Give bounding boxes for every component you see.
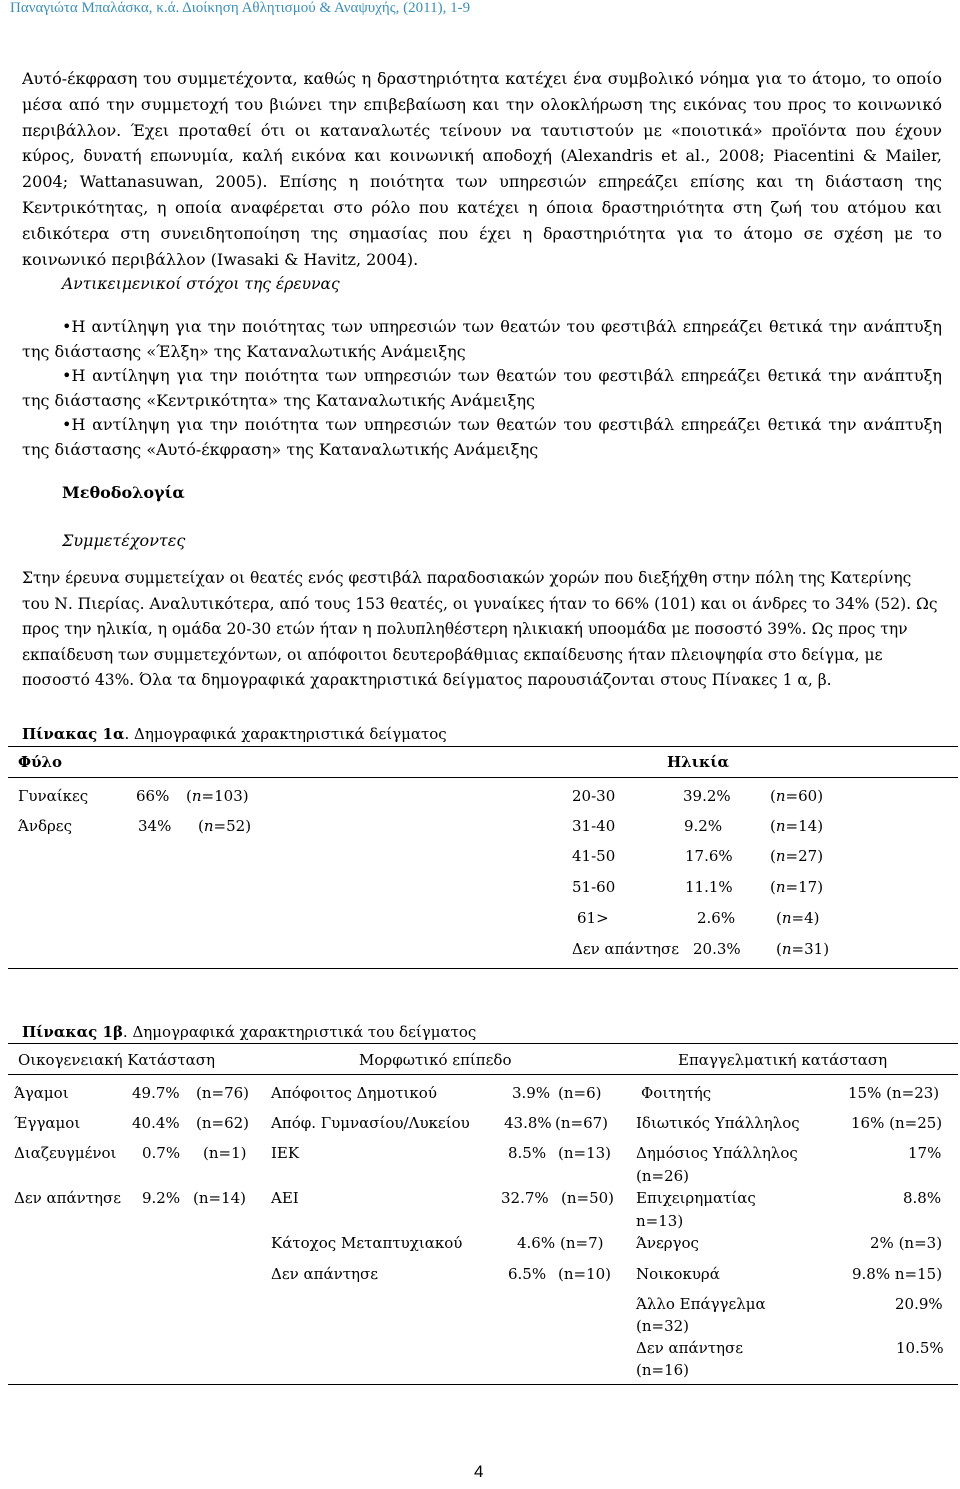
table-row-occupation-value: 8.8%: [903, 1189, 942, 1207]
table-row-education-n: (n=50): [561, 1189, 615, 1207]
table1b-header-education: Μορφωτικό επίπεδο: [359, 1051, 512, 1069]
table-row-age-n: (n=60): [770, 787, 824, 805]
table-row-education-n: (n=10): [558, 1265, 612, 1283]
methodology-paragraph: Στην έρευνα συμμετείχαν οι θεατές ενός φεστιβάλ παραδοσιακών χορών που διεξήχθη στην πόλη της Κατερίνης του Ν. Πιερίας. Αναλυτικότερα, από τους 153 θεατές, οι γυναίκες ήταν το 66% (101) και οι άνδρες το 34% (52). Ως προς την ηλικία, η ομάδα 20-30 ετών ήταν η πολυπληθέστερη ηλικιακή υποομάδα με ποσοστό 39%. Ως προς την εκπαίδευση των συμμετεχόντων, οι απόφοιτοι δευτεροβάθμιας εκπαίδευσης ήταν πλειοψηφία στο δείγμα, με ποσοστό 43%. Όλα τα δημογραφικά χαρακτηριστικά δείγματος παρουσιάζονται στους Πίνακες 1 α, β.: [22, 569, 938, 689]
table-row-occupation-label: Δεν απάντησε: [636, 1339, 744, 1357]
objective-item: [22, 363, 942, 413]
n-value: 52: [226, 817, 246, 835]
table-row-occupation-value: 16% (n=25): [851, 1114, 943, 1132]
table-row-age-n: (n=4): [776, 909, 820, 927]
table-row-education-label: Κάτοχος Μεταπτυχιακού: [271, 1234, 463, 1252]
table-row-marital-label: Δεν απάντησε: [14, 1189, 122, 1207]
n-value: 17: [798, 878, 818, 896]
table1b-header-occupation: Επαγγελματική κατάσταση: [678, 1051, 888, 1069]
table1b-top-rule: [8, 1043, 958, 1044]
table-row-education-label: Απόφ. Γυμνασίου/Λυκείου: [271, 1114, 470, 1132]
bullet-icon: •: [62, 317, 72, 336]
table-row-occupation-label: Δημόσιος Υπάλληλος: [636, 1144, 798, 1162]
table-row-marital-pct: 40.4%: [132, 1114, 180, 1132]
table-row-occupation-value: 10.5%: [896, 1339, 944, 1357]
table-row-occupation-value: 17%: [908, 1144, 942, 1162]
table-row-education-pct: 4.6%: [517, 1234, 556, 1252]
table-row-education-label: Απόφοιτος Δημοτικού: [271, 1084, 437, 1102]
table-row-education-n: (n=6): [558, 1084, 602, 1102]
table-row-education-n: (n=7): [560, 1234, 604, 1252]
n-symbol: n: [203, 817, 214, 835]
table-row-marital-label: Άγαμοι: [14, 1084, 69, 1102]
table1b-header-rule: [8, 1074, 958, 1075]
table-row-age-n: (n=14): [770, 817, 824, 835]
table-row-age-pct: 17.6%: [685, 847, 733, 865]
table1b-caption: [22, 1023, 476, 1041]
table-row-age-n: (n=31): [776, 940, 830, 958]
table-row-marital-label: Διαζευγμένοι: [14, 1144, 117, 1162]
methodology-title: Μεθοδολογία: [62, 483, 185, 502]
table-row-occupation-label: Επιχειρηματίας: [636, 1189, 756, 1207]
table-row-age-pct: 39.2%: [683, 787, 731, 805]
table-row-marital-n: (n=76): [196, 1084, 250, 1102]
table1b-bottom-rule: [8, 1384, 958, 1385]
table-row-occupation-value: 9.8% n=15): [852, 1265, 943, 1283]
objective-text: Η αντίληψη για την ποιότητα των υπηρεσιών των θεατών του φεστιβάλ επηρεάζει θετικά την ανάπτυξη της διάστασης «Κεντρικότητα» της Καταναλωτικής Ανάμειξης: [22, 366, 942, 410]
table-row-marital-n: (n=1): [203, 1144, 247, 1162]
table-row-marital-label: Έγγαμοι: [14, 1114, 81, 1132]
page-number: 4: [474, 1462, 484, 1481]
table-row-education-pct: 6.5%: [508, 1265, 547, 1283]
objective-item: [22, 412, 942, 462]
n-value: 31: [804, 940, 824, 958]
n-symbol: n: [775, 847, 786, 865]
n-value: 14: [798, 817, 818, 835]
table-row-marital-n: (n=14): [193, 1189, 247, 1207]
bullet-icon: •: [62, 366, 72, 385]
table1a-header-gender: Φύλο: [18, 753, 62, 771]
table-row-occupation-cont: (n=32): [636, 1317, 690, 1335]
table-row-age-label: 20-30: [572, 787, 616, 805]
table-row-age-n: (n=17): [770, 878, 824, 896]
table-row-age-n: (n=27): [770, 847, 824, 865]
bullet-icon: •: [62, 415, 72, 434]
table-row-occupation-label: Ιδιωτικός Υπάλληλος: [636, 1114, 800, 1132]
table-row-marital-pct: 9.2%: [142, 1189, 181, 1207]
table-row-occupation-value: 15% (n=23): [848, 1084, 940, 1102]
table-row-occupation-label: Άλλο Επάγγελμα: [636, 1295, 766, 1313]
table-row-gender-n: (n=52): [198, 817, 252, 835]
table-row-age-pct: 2.6%: [697, 909, 736, 927]
table-row-gender-n: (n=103): [186, 787, 249, 805]
table-row-occupation-label: Φοιτητής: [641, 1084, 712, 1102]
table1a-caption-text: . Δημογραφικά χαρακτηριστικά δείγματος: [124, 725, 447, 743]
table-row-age-label: 51-60: [572, 878, 616, 896]
table-row-gender-pct: 34%: [138, 817, 172, 835]
n-symbol: n: [775, 878, 786, 896]
table-row-education-n: (n=67): [555, 1114, 609, 1132]
n-value: 27: [798, 847, 818, 865]
table1b-header-marital: Οικογενειακή Κατάσταση: [18, 1051, 216, 1069]
running-header: Παναγιώτα Μπαλάσκα, κ.ά. Διοίκηση Αθλητισμού & Αναψυχής, (2011), 1-9: [10, 0, 471, 16]
table-row-marital-n: (n=62): [196, 1114, 250, 1132]
table-row-occupation-label: Άνεργος: [636, 1234, 699, 1252]
table1a-header-age: Ηλικία: [667, 753, 729, 771]
table-row-occupation-label: Νοικοκυρά: [636, 1265, 720, 1283]
intro-paragraph-part2: Επίσης η ποιότητα των υπηρεσιών επηρεάζει επίσης και τη διάσταση της Κεντρικότητας, η οποία αναφέρεται στο ρόλο που κατέχει η όποια δραστηριότητα στη ζωή του ατόμου και ειδικότερα στη συνειδητοποίηση της σημασίας που έχει η δραστηριότητα για το άτομο σε σχέση με το κοινωνικό περιβάλλον (Iwasaki & Havitz, 2004).: [22, 172, 943, 269]
table-row-gender-pct: 66%: [136, 787, 170, 805]
table-row-occupation-cont: n=13): [636, 1212, 684, 1230]
table-row-occupation-value: 20.9%: [895, 1295, 943, 1313]
intro-paragraph: [22, 66, 942, 272]
table1a-header-rule: [8, 777, 958, 778]
table1a-caption-label: Πίνακας 1α: [22, 725, 125, 743]
participants-subtitle: Συμμετέχοντες: [62, 531, 186, 550]
n-value: 4: [804, 909, 814, 927]
table-row-occupation-cont: (n=16): [636, 1361, 690, 1379]
table1a-top-rule: [8, 746, 958, 747]
table-row-age-label: Δεν απάντησε: [572, 940, 680, 958]
table-row-marital-pct: 49.7%: [132, 1084, 180, 1102]
table-row-age-pct: 9.2%: [684, 817, 723, 835]
table-row-gender-label: Γυναίκες: [18, 787, 89, 805]
table-row-occupation-cont: (n=26): [636, 1167, 690, 1185]
table1b-caption-text: . Δημογραφικά χαρακτηριστικά του δείγματος: [122, 1023, 477, 1041]
objectives-heading: Αντικειμενικοί στόχοι της έρευνας: [62, 275, 340, 293]
table-row-education-n: (n=13): [558, 1144, 612, 1162]
table-row-education-pct: 32.7%: [501, 1189, 549, 1207]
table-row-age-label: 61>: [577, 909, 609, 927]
table-row-occupation-value: 2% (n=3): [870, 1234, 943, 1252]
table-row-gender-label: Άνδρες: [18, 817, 72, 835]
table-row-education-label: Δεν απάντησε: [271, 1265, 379, 1283]
n-value: 103: [214, 787, 243, 805]
table-row-age-pct: 20.3%: [693, 940, 741, 958]
table-row-education-label: ΙΕΚ: [271, 1144, 300, 1162]
table-row-marital-pct: 0.7%: [142, 1144, 181, 1162]
table-row-education-pct: 43.8%: [504, 1114, 552, 1132]
objective-text: Η αντίληψη για την ποιότητας των υπηρεσιών των θεατών του φεστιβάλ επηρεάζει θετικά την ανάπτυξη της διάστασης «Έλξη» της Καταναλωτικής Ανάμειξης: [22, 317, 942, 361]
table-row-education-pct: 8.5%: [508, 1144, 547, 1162]
objective-item: [22, 314, 942, 364]
table1a-caption: [22, 725, 447, 743]
objective-text: Η αντίληψη για την ποιότητα των υπηρεσιών των θεατών του φεστιβάλ επηρεάζει θετικά την ανάπτυξη της διάστασης «Αυτό-έκφραση» της Καταναλωτικής Ανάμειξης: [22, 415, 942, 459]
table-row-education-pct: 3.9%: [512, 1084, 551, 1102]
table-row-age-pct: 11.1%: [685, 878, 733, 896]
n-symbol: n: [775, 817, 786, 835]
table1a-bottom-rule: [8, 968, 958, 969]
table1b-caption-label: Πίνακας 1β: [22, 1023, 123, 1041]
n-symbol: n: [775, 787, 786, 805]
intro-paragraph-part1: Αυτό-έκφραση του συμμετέχοντα, καθώς η δραστηριότητα κατέχει ένα συμβολικό νόημα για το άτομο, το οποίο μέσα από την συμμετοχή του βιώνει την επιβεβαίωση και την ολοκλήρωση της εικόνας του προς το κοινωνικό περιβάλλον. Έχει προταθεί ότι οι καταναλωτές τείνουν να ταυτιστούν με «ποιοτικά» προϊόντα που έχουν κύρος, δυνατή επωνυμία, καλή εικόνα και κοινωνική αποδοχή (Alexandris et al., 2008; Piacentini & Mailer, 2004; Wattanasuwan, 2005).: [22, 69, 942, 192]
n-value: 60: [798, 787, 818, 805]
n-symbol: n: [781, 909, 792, 927]
n-symbol: n: [191, 787, 202, 805]
table-row-age-label: 41-50: [572, 847, 616, 865]
n-symbol: n: [781, 940, 792, 958]
table-row-age-label: 31-40: [572, 817, 616, 835]
table-row-education-label: ΑΕΙ: [271, 1189, 299, 1207]
